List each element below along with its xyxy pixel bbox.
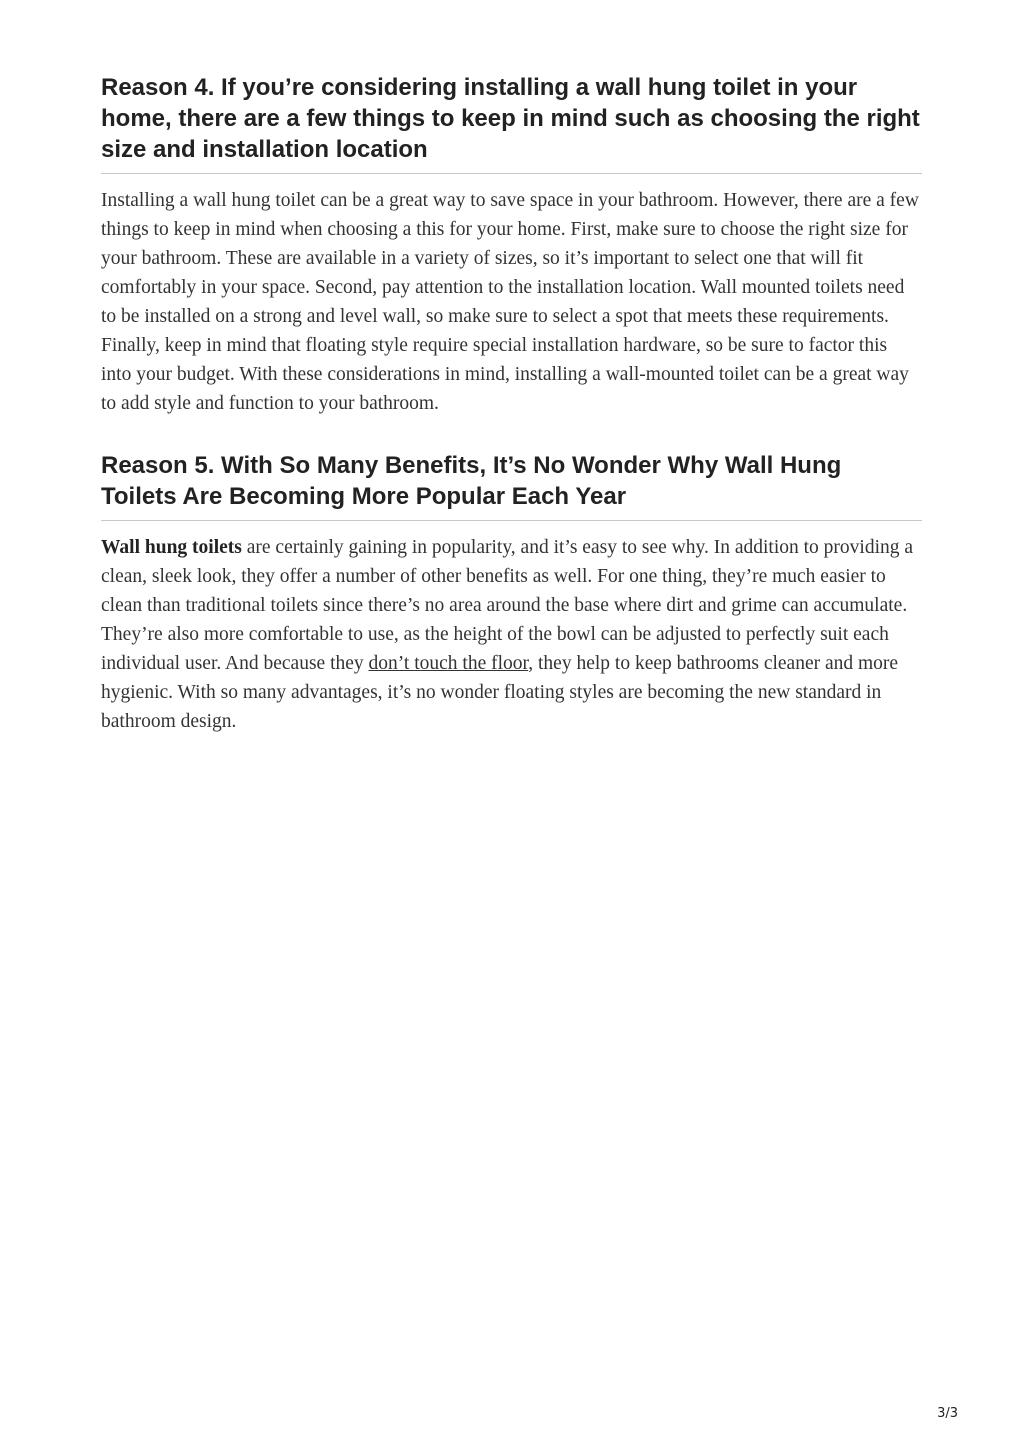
section-paragraph: Installing a wall hung toilet can be a great way to save space in your bathroom. However, there are a few things to keep in mind when choosing a this for your home. First, make sure to choose the right size for your bathroom. These are available in a variety of sizes, so it’s important to select one that will fit comfortably in your space. Second, pay attention to the installation location. Wall mounted toilets need to be installed on a strong and level wall, so make sure to select a spot that meets these requirements. Finally, keep in mind that floating style require special installation hardware, so be sure to factor this into your budget. With these considerations in mind, installing a wall-mounted toilet can be a great way to add style and function to your bathroom. [101,190,919,414]
section-reason-5 [101,450,922,736]
floor-link[interactable]: don’t touch the floor [368,653,529,674]
paragraph-text: , they help to keep bathrooms cleaner and more hygienic. With so many advantages, it’s no wonder floating styles are becoming the new standard in bathroom design. [101,653,899,732]
document-page [101,72,922,736]
section-heading: Reason 5. With So Many Benefits, It’s No Wonder Why Wall Hung Toilets Are Becoming More Popular Each Year [101,450,922,521]
section-heading: Reason 4. If you’re considering installing a wall hung toilet in your home, there are a few things to keep in mind such as choosing the right size and installation location [101,72,922,174]
paragraph-text: are certainly gaining in popularity, and it’s easy to see why. In addition to providing a clean, sleek look, they offer a number of other benefits as well. For one thing, they’re much easier to clean than traditional toilets since there’s no area around the base where dirt and grime can accumulate. They’re also more comfortable to use, as the height of the bowl can be adjusted to perfectly suit each individual user. And because they [101,537,914,674]
section-paragraph [101,533,922,736]
bold-lead-text: Wall hung toilets [101,537,242,558]
section-reason-4 [101,72,922,418]
page-number: 3/3 [937,1406,958,1421]
